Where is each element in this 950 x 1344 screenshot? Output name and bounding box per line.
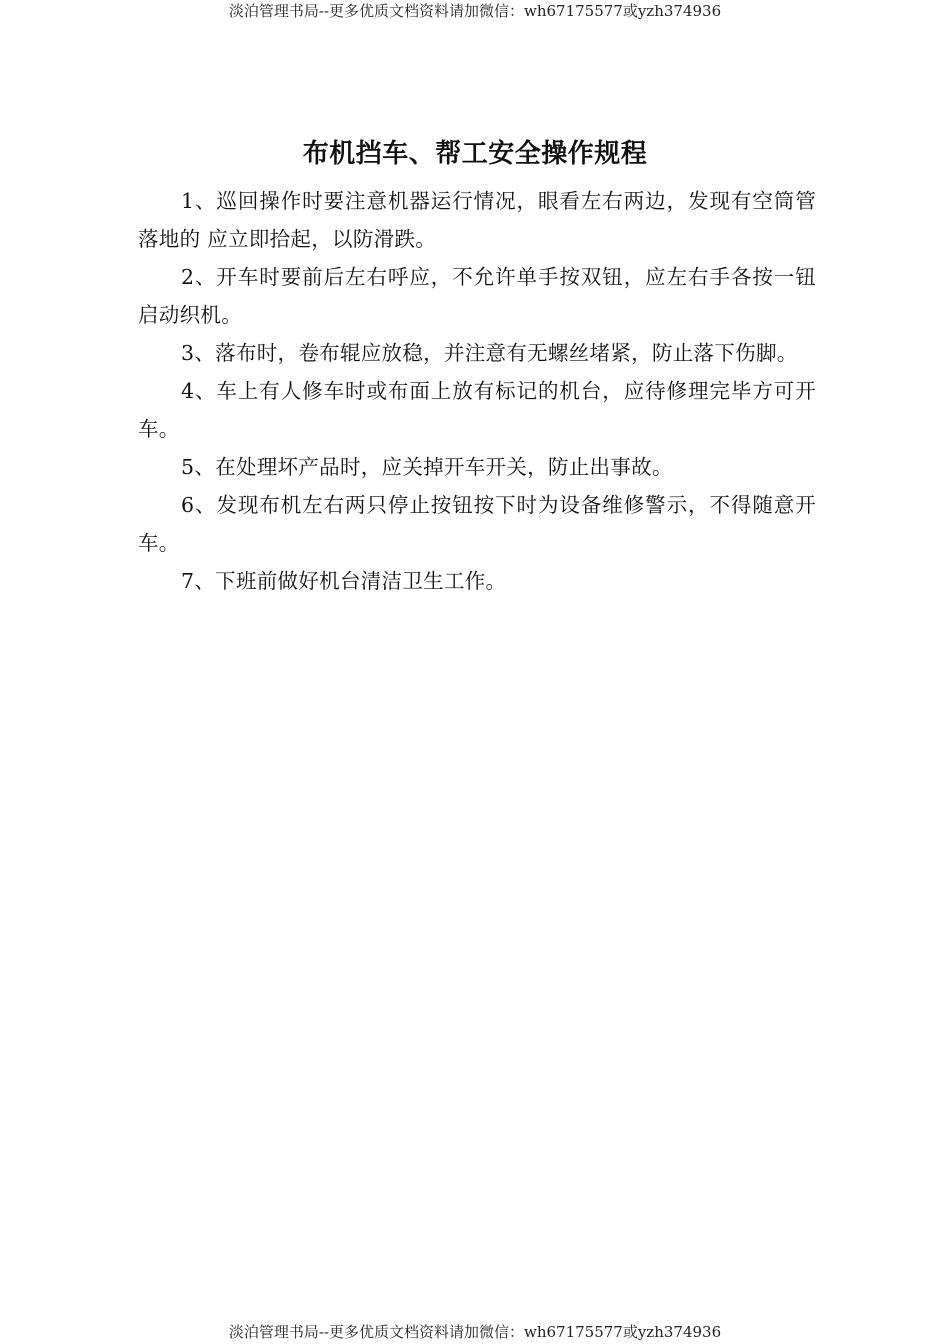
rule-item-3: 3、落布时，卷布辊应放稳，并注意有无螺丝堵紧，防止落下伤脚。: [181, 341, 798, 365]
document-title: 布机挡车、帮工安全操作规程: [302, 139, 648, 169]
page-header: 淡泊管理书局--更多优质文档资料请加微信：wh67175577或yzh374936: [228, 2, 722, 20]
rule-item-6: 6、发现布机左右两只停止按钮按下时为设备维修警示，不得随意开车。: [138, 493, 816, 555]
rule-item-1: 1、巡回操作时要注意机器运行情况，眼看左右两边，发现有空筒管落地的 应立即拾起，以防滑跌。: [138, 189, 816, 251]
rule-item-4: 4、车上有人修车时或布面上放有标记的机台，应待修理完毕方可开车。: [138, 379, 816, 441]
page-footer: 淡泊管理书局--更多优质文档资料请加微信：wh67175577或yzh374936: [228, 1323, 722, 1341]
document-body: [138, 182, 816, 600]
rule-item-2: 2、开车时要前后左右呼应，不允许单手按双钮，应左右手各按一钮启动织机。: [138, 265, 816, 327]
rule-item-5: 5、在处理坏产品时，应关掉开车开关，防止出事故。: [181, 455, 673, 479]
rule-item-7: 7、下班前做好机台清洁卫生工作。: [181, 569, 507, 593]
